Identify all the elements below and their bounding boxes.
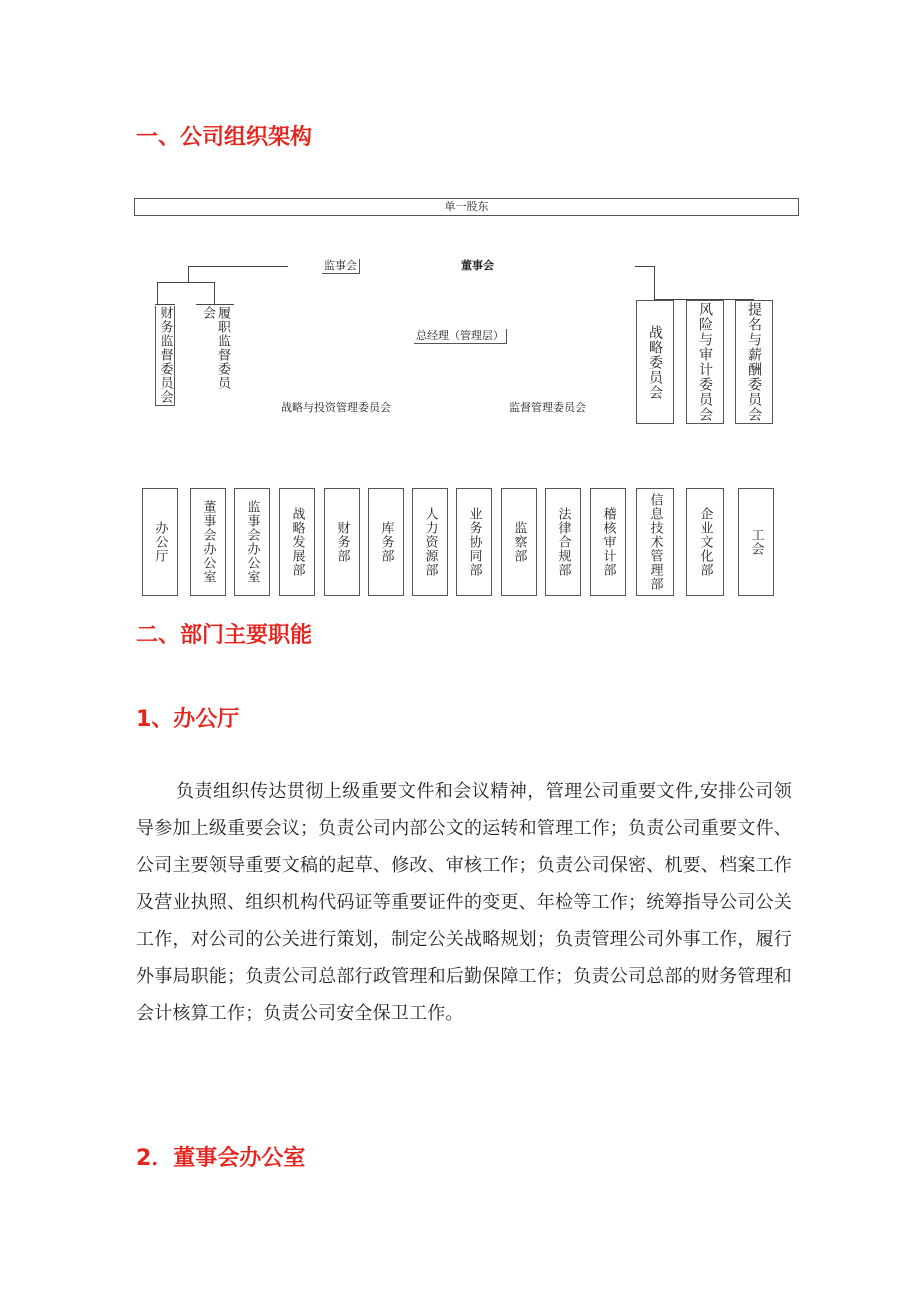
department-label: 董事会办公室 bbox=[200, 500, 216, 584]
supervisory-board-label: 监事会 bbox=[322, 259, 360, 274]
connector-line bbox=[196, 304, 234, 305]
department-label: 人力资源部 bbox=[422, 507, 438, 577]
nomination-remuneration-committee-box bbox=[735, 300, 773, 424]
nomination-remuneration-committee-label: 提名与薪酬委员会 bbox=[746, 302, 762, 422]
department-box bbox=[279, 488, 315, 596]
board-label: 董事会 bbox=[461, 259, 494, 272]
risk-audit-committee-box bbox=[686, 300, 724, 424]
strategy-investment-committee-label: 战略与投资管理委员会 bbox=[281, 401, 391, 414]
section-heading-org-structure: 一、公司组织架构 bbox=[136, 125, 313, 150]
department-box bbox=[412, 488, 448, 596]
connector-line bbox=[635, 266, 655, 267]
department-label: 财务部 bbox=[334, 521, 350, 563]
department-label: 监事会办公室 bbox=[244, 500, 260, 584]
connector-line bbox=[214, 282, 215, 304]
connector-line bbox=[654, 266, 655, 300]
department-label: 办公厅 bbox=[152, 521, 168, 563]
duty-supervision-committee-box bbox=[200, 306, 230, 402]
connector-line bbox=[188, 266, 189, 282]
connector-line bbox=[157, 282, 158, 304]
connector-line bbox=[157, 282, 215, 283]
supervision-committee-label: 监督管理委员会 bbox=[509, 401, 586, 414]
subsection-heading-board-office: 2．董事会办公室 bbox=[136, 1146, 306, 1171]
department-box bbox=[234, 488, 270, 596]
general-manager-label: 总经理（管理层） bbox=[414, 329, 507, 344]
department-box bbox=[545, 488, 581, 596]
department-label: 库务部 bbox=[378, 521, 394, 563]
finance-supervision-committee-box bbox=[155, 306, 175, 406]
department-box bbox=[686, 488, 724, 596]
department-box bbox=[324, 488, 360, 596]
strategy-committee-label: 战略委员会 bbox=[647, 324, 663, 400]
strategy-committee-box bbox=[636, 300, 674, 424]
department-label: 企业文化部 bbox=[697, 507, 713, 577]
section-heading-department-functions: 二、部门主要职能 bbox=[136, 623, 313, 648]
department-label: 监察部 bbox=[511, 521, 527, 563]
department-box bbox=[190, 488, 226, 596]
connector-line bbox=[188, 266, 288, 267]
department-box bbox=[590, 488, 626, 596]
department-label: 战略发展部 bbox=[289, 507, 305, 577]
risk-audit-committee-label: 风险与审计委员会 bbox=[697, 302, 713, 422]
department-box bbox=[501, 488, 537, 596]
department-box bbox=[142, 488, 178, 596]
finance-supervision-committee-label: 财务监督委员会 bbox=[157, 306, 173, 404]
duty-supervision-committee-label: 履职监督委员会 bbox=[200, 306, 230, 390]
department-box bbox=[636, 488, 674, 596]
department-label: 稽核审计部 bbox=[600, 507, 616, 577]
department-label: 工会 bbox=[748, 528, 764, 556]
department-label: 信息技术管理部 bbox=[647, 493, 663, 591]
department-label: 业务协同部 bbox=[466, 507, 482, 577]
department-box bbox=[738, 488, 774, 596]
department-box bbox=[456, 488, 492, 596]
subsection-heading-general-office: 1、办公厅 bbox=[136, 707, 240, 732]
shareholder-box: 单一股东 bbox=[134, 198, 799, 216]
general-office-duties-paragraph: 负责组织传达贯彻上级重要文件和会议精神，管理公司重要文件,安排公司领导参加上级重要会议；负责公司内部公文的运转和管理工作；负责公司重要文件、公司主要领导重要文稿的起草、修改、审核工作；负责公司保密、机要、档案工作及营业执照、组织机构代码证等重要证件的变更、年检等工作；统筹指导公司公关工作，对公司的公关进行策划，制定公关战略规划；负责管理公司外事工作，履行外事局职能；负责公司总部行政管理和后勤保障工作；负责公司总部的财务管理和会计核算工作；负责公司安全保卫工作。 bbox=[136, 781, 792, 1024]
connector-line bbox=[155, 304, 175, 305]
department-box bbox=[368, 488, 404, 596]
department-label: 法律合规部 bbox=[555, 507, 571, 577]
